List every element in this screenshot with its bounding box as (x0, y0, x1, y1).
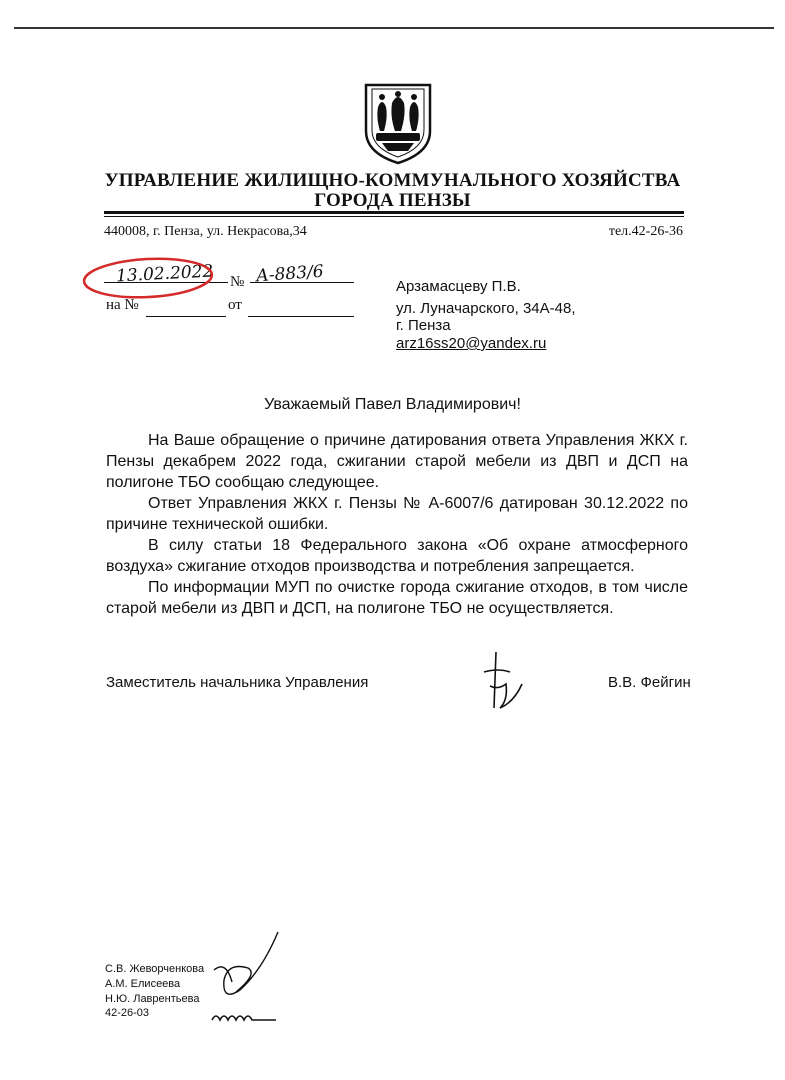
number-label: № (230, 274, 245, 290)
letter-body (106, 430, 688, 619)
registration-date-handwritten: 13.02.2022 (115, 261, 214, 287)
greeting: Уважаемый Павел Владимирович! (264, 396, 521, 413)
organization-name-line1: УПРАВЛЕНИЕ ЖИЛИЩНО-КОММУНАЛЬНОГО ХОЗЯЙСТВА (104, 170, 681, 191)
registration-number-handwritten: А-883/6 (255, 261, 325, 287)
executor-name: А.М. Елисеева (105, 978, 181, 990)
recipient-name: Арзамасцеву П.В. (396, 278, 521, 295)
recipient-city: г. Пенза (396, 317, 451, 334)
body-paragraph: По информации МУП по очистке города сжигание отходов, в том числе старой мебели из ДВП и ДСП, на полигоне ТБО не осуществляется. (106, 579, 688, 617)
registration-number-field (250, 261, 354, 287)
reply-number-line (146, 296, 226, 317)
executor-phone: 42-26-03 (105, 1007, 150, 1019)
organization-address: 440008, г. Пенза, ул. Некрасова,34 (104, 224, 307, 239)
handwritten-signature (478, 650, 528, 712)
from-date-label: от (228, 297, 242, 313)
scan-top-edge-line (14, 27, 774, 29)
executor-name: Н.Ю. Лаврентьева (105, 993, 200, 1005)
signatory-position: Заместитель начальника Управления (106, 674, 369, 691)
body-paragraph: На Ваше обращение о причине датирования ответа Управления ЖКХ г. Пензы декабрем 2022 года, сжигании старой мебели из ДВП и ДСП на полигоне ТБО сообщаю следующее. (106, 432, 688, 491)
header-rule-thick (104, 211, 684, 214)
organization-phone: тел.42-26-36 (608, 224, 683, 239)
penza-coat-of-arms-emblem (362, 83, 434, 165)
recipient-email-link[interactable]: arz16ss20@yandex.ru (396, 335, 547, 352)
signatory-name: В.В. Фейгин (608, 674, 691, 691)
from-date-line (248, 296, 354, 317)
recipient-street: ул. Луначарского, 34А-48, (396, 300, 576, 317)
body-paragraph: В силу статьи 18 Федерального закона «Об охране атмосферного воздуха» сжигание отходов производства и потребления запрещается. (106, 537, 688, 575)
handwritten-initials-scribble (200, 930, 300, 1030)
header-rule-thin (104, 216, 684, 217)
executor-name: С.В. Жеворченкова (105, 963, 205, 975)
reply-number-label: на № (106, 297, 139, 313)
organization-name-line2: ГОРОДА ПЕНЗЫ (314, 190, 471, 211)
body-paragraph: Ответ Управления ЖКХ г. Пензы № А-6007/6 датирован 30.12.2022 по причине технической ошибки. (106, 495, 688, 533)
